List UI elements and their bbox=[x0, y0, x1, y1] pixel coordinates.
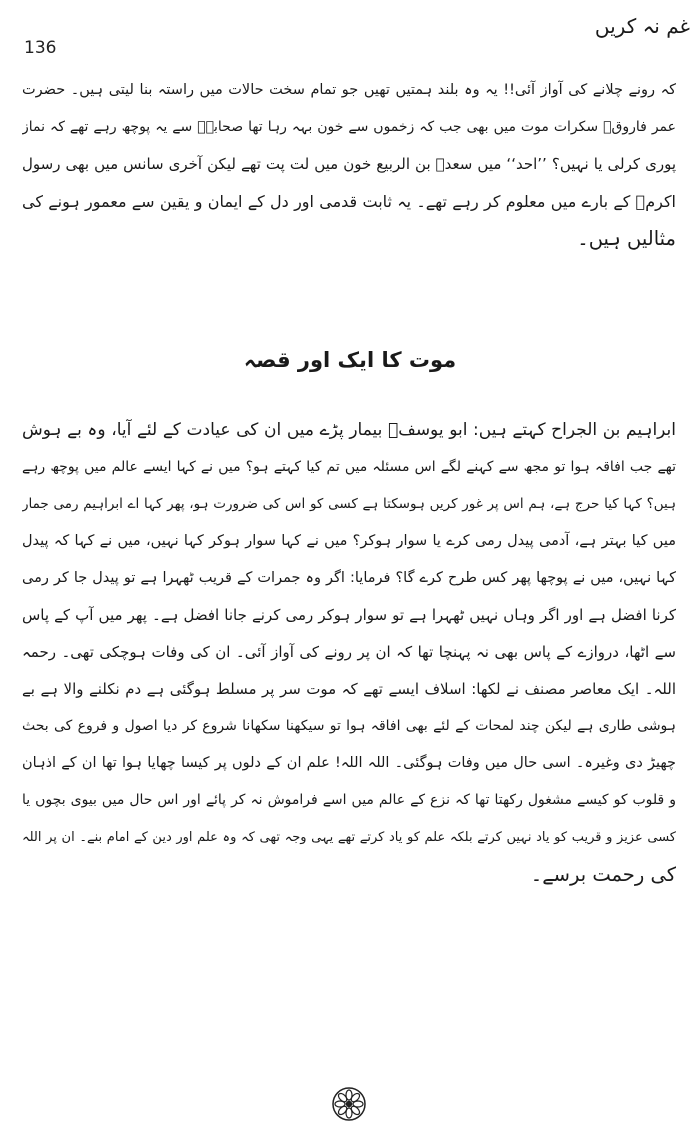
text-line: ہیں؟ کہا کیا حرج ہے، ہم اس پر غور کریں ہوسکتا ہے کسی کو اس کی ضرورت ہو، پھر کہا اے ابراہیم رمی جمار bbox=[22, 496, 676, 512]
text-line: کہا نہیں، میں نے پوچھا پھر کس طرح کرے گا؟ فرمایا: اگر وہ جمرات کے قریب ٹھہرا ہے تو پیدل جا کر رمی bbox=[22, 570, 676, 586]
text-line: مثالیں ہیں۔ bbox=[577, 227, 676, 250]
text-line: ہوشی طاری ہے لیکن چند لمحات کے لئے بھی افاقہ ہوا تو سیکھنا سکھانا شروع کر دیا اصول و فروع کی بحث bbox=[22, 718, 676, 734]
running-title: غم نہ کریں bbox=[594, 14, 690, 38]
text-line: کرنا افضل ہے اور اگر وہاں نہیں ٹھہرا ہے تو سوار ہوکر رمی کرنے جانا افضل ہے۔ پھر میں آپ کے پاس bbox=[22, 606, 676, 624]
text-line: اللہ۔ ایک معاصر مصنف نے لکھا: اسلاف ایسے تھے کہ موت سر پر مسلط ہوگئی ہے دم نکلنے والا ہے بے bbox=[22, 680, 676, 698]
text-line: کسی عزیز و قریب کو یاد نہیں کرتے بلکہ علم کو یاد کرتے تھے یہی وجہ تھی کہ وہ علم اور دین کے امام بنے۔ ان پر اللہ bbox=[22, 830, 676, 845]
text-line: پوری کرلی یا نہیں؟ ’’احد‘‘ میں سعدؓ بن الربیع خون میں لت پت تھے لیکن آخری سانس میں بھی رسول bbox=[22, 155, 676, 173]
floral-ornament-icon bbox=[331, 1086, 367, 1122]
text-line: اکرمؐ کے بارے میں معلوم کر رہے تھے۔ یہ ثابت قدمی اور دل کے ایمان و یقین سے معمور ہونے کی bbox=[22, 192, 676, 211]
text-line: سے اٹھا، دروازے کے پاس بھی نہ پہنچا تھا کہ ان پر رونے کی آواز آئی۔ ان کی وفات ہوچکی تھی۔ رحمہ bbox=[22, 643, 676, 661]
text-line: تھے جب افاقہ ہوا تو مجھ سے کہنے لگے اس مسئلہ میں تم کیا کہتے ہو؟ میں نے کہا ایسے عالم میں پوچھ رہے bbox=[22, 459, 676, 475]
paragraph-2 bbox=[22, 412, 676, 893]
text-line: چھیڑ دی وغیرہ۔ اسی حال میں وفات ہوگئی۔ اللہ اللہ! علم ان کے دلوں پر کیسا چھایا ہوا تھا ان کے اذہان bbox=[22, 755, 676, 771]
text-line: کی رحمت برسے۔ bbox=[530, 863, 676, 886]
text-line: عمر فاروقؓ سکرات موت میں بھی جب کہ زخموں سے خون بہہ رہا تھا صحابہؓ سے یہ پوچھ رہے تھے کہ نماز bbox=[22, 119, 676, 135]
page-number: 136 bbox=[24, 38, 57, 58]
paragraph-1 bbox=[22, 72, 676, 257]
text-line: کہ رونے چلانے کی آواز آئی!! یہ وہ بلند ہمتیں تھیں جو تمام سخت حالات میں راستہ بنا لیتی ہیں۔ حضرت bbox=[22, 82, 676, 98]
section-heading: موت کا ایک اور قصہ bbox=[243, 348, 457, 372]
text-line: ابراہیم بن الجراح کہتے ہیں: ابو یوسفؒ بیمار پڑے میں ان کی عیادت کے لئے آیا، وہ بے ہوش bbox=[22, 420, 676, 440]
text-line: میں کیا بہتر ہے، آدمی پیدل رمی کرے یا سوار ہوکر؟ میں نے کہا سوار ہوکر کہا نہیں، میں نے کہا کہ پیدل bbox=[22, 533, 676, 549]
text-line: و قلوب کو کیسے مشغول رکھتا تھا کہ نزع کے عالم میں اسے فراموش نہ کر پائے اور اس حال میں بیوی بچوں یا bbox=[22, 792, 676, 808]
